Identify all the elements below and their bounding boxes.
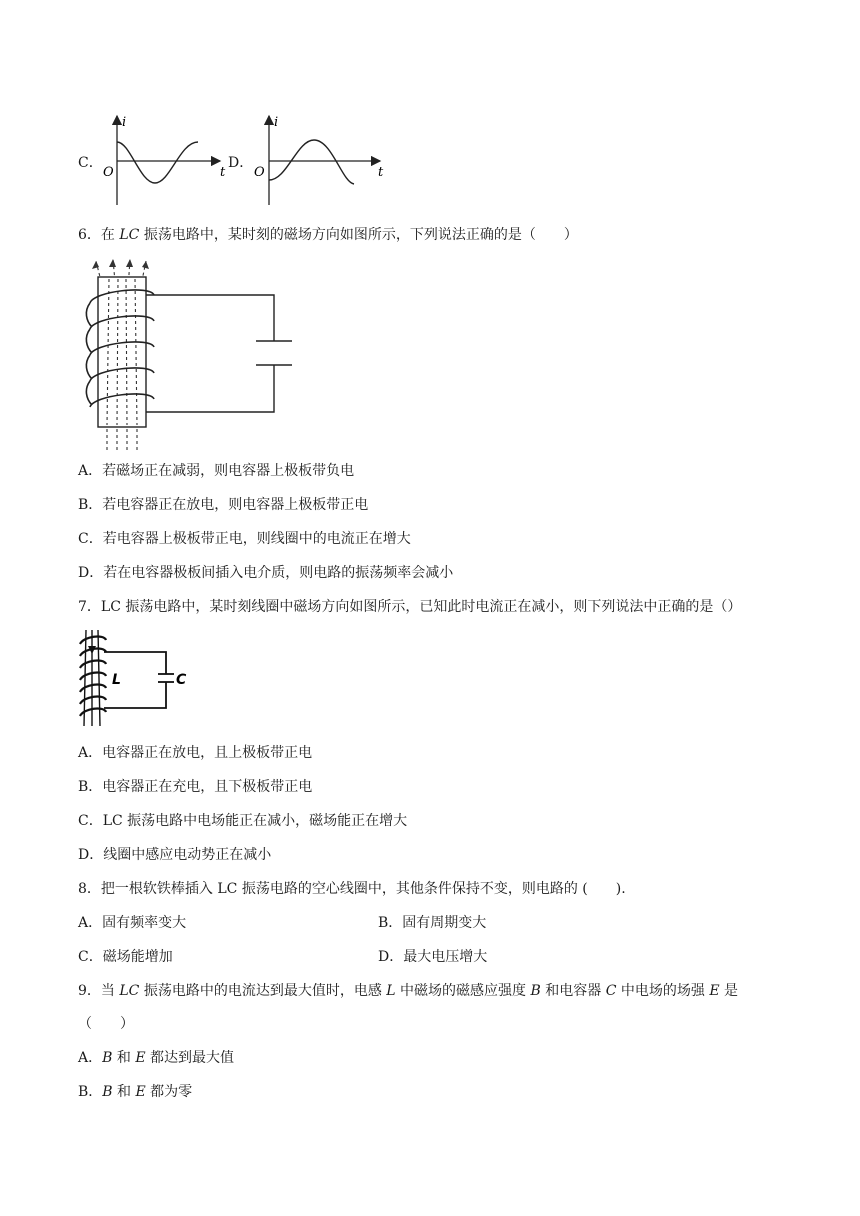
graph-d-axis-y-label: i: [274, 115, 279, 130]
q9-option-b[interactable]: B．B 和 E 都为零: [78, 1084, 193, 1100]
graph-d-origin: O: [254, 165, 265, 180]
graph-c-curve: [117, 142, 198, 183]
graph-c: [100, 110, 230, 210]
q7-option-a[interactable]: A．电容器正在放电，且上极板带正电: [78, 745, 313, 761]
q6-option-b[interactable]: B．若电容器正在放电，则电容器上极板带正电: [78, 497, 369, 513]
option-d-label: D．: [228, 155, 254, 171]
q8-option-a[interactable]: A．固有频率变大: [78, 915, 187, 931]
q7-option-d[interactable]: D．线圈中感应电动势正在减小: [78, 847, 272, 863]
q9-option-a[interactable]: A．B 和 E 都达到最大值: [78, 1050, 235, 1066]
q7-option-c[interactable]: C．LC 振荡电路中电场能正在减小，磁场能正在增大: [78, 813, 408, 829]
graph-d-axis-x-label: t: [378, 165, 384, 180]
graph-d: [252, 110, 392, 210]
q7-option-b[interactable]: B．电容器正在充电，且下极板带正电: [78, 779, 313, 795]
q6-option-a[interactable]: A．若磁场正在减弱，则电容器上极板带负电: [78, 463, 355, 479]
q6-option-c[interactable]: C．若电容器上极板带正电，则线圈中的电流正在增大: [78, 531, 411, 547]
q6-option-d[interactable]: D．若在电容器极板间插入电介质，则电路的振荡频率会减小: [78, 565, 454, 581]
graph-c-origin: O: [103, 165, 114, 180]
q9-stem: 9．当 LC 振荡电路中的电流达到最大值时，电感 L 中磁场的磁感应强度 B 和电容器 C 中电场的场强 E 是: [78, 983, 738, 999]
q9-answer-paren: （ ）: [78, 1016, 134, 1032]
q6-figure-lc-circuit: [80, 255, 310, 455]
q7-fig-label-l: L: [112, 672, 121, 688]
q7-figure-lc-circuit: [76, 630, 196, 730]
q7-fig-label-c: C: [176, 672, 187, 688]
graph-c-axis-x-label: t: [220, 165, 226, 180]
q8-option-c[interactable]: C．磁场能增加: [78, 949, 173, 965]
q7-stem: 7．LC 振荡电路中，某时刻线圈中磁场方向如图所示，已知此时电流正在减小，则下列说法中正确的是（）: [78, 599, 742, 615]
q8-option-d[interactable]: D．最大电压增大: [378, 949, 488, 965]
option-c-label: C．: [78, 155, 103, 171]
graph-c-axis-y-label: i: [122, 115, 127, 130]
q8-stem: 8．把一根软铁棒插入 LC 振荡电路的空心线圈中，其他条件保持不变，则电路的 ( ).: [78, 881, 626, 897]
graph-d-curve: [269, 140, 354, 184]
q6-stem: 6．在 LC 振荡电路中，某时刻的磁场方向如图所示，下列说法正确的是（ ）: [78, 227, 578, 243]
q8-option-b[interactable]: B．固有周期变大: [378, 915, 487, 931]
